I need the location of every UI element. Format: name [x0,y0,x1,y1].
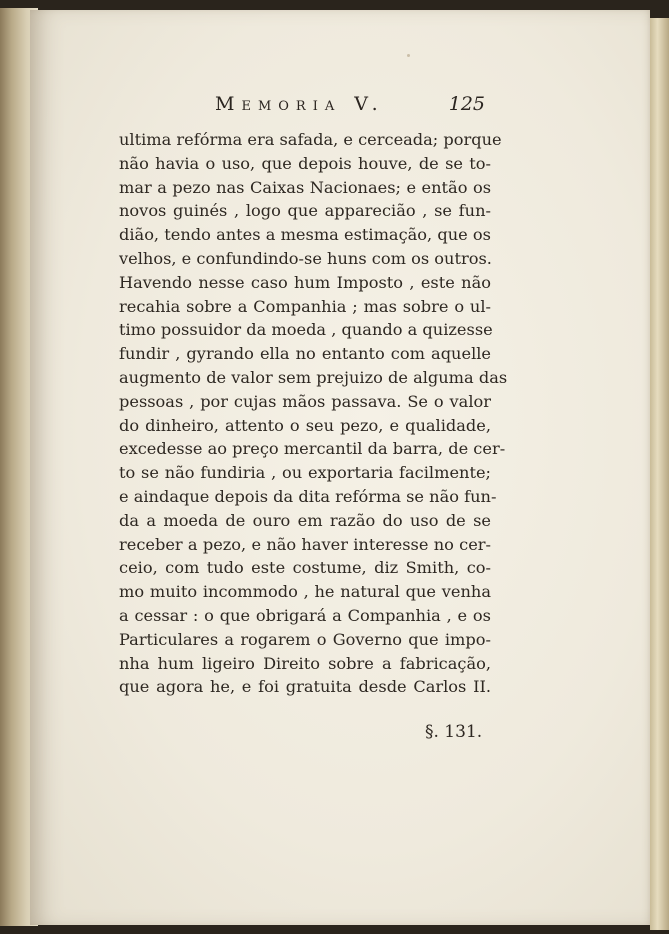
text-line: mar a pezo nas Caixas Nacionaes; e então os [119,177,491,197]
text-line: Particulares a rogarem o Governo que impo- [119,629,491,649]
text-line: pessoas , por cujas mãos passava. Se o valor [119,391,491,411]
page-number: 125 [448,93,485,115]
text-line: to se não fundiria , ou exportaria facilmente; [119,463,491,483]
text-line: nha hum ligeiro Direito sobre a fabricação, [119,653,491,673]
text-line: receber a pezo, e não haver interesse no cer- [119,534,491,554]
text-line: ultima refórma era safada, e cerceada; porque [119,130,502,149]
running-title: Memoria V. [215,93,385,115]
text-line: recahia sobre a Companhia ; mas sobre o ul- [119,296,491,316]
text-line: ceio, com tudo este costume, diz Smith, co- [119,558,491,578]
text-line: e aindaque depois da dita refórma se não fun- [119,486,497,506]
text-line: do dinheiro, attento o seu pezo, e qualidade, [119,415,491,435]
paper-speck [407,54,410,57]
text-line: mo muito incommodo , he natural que venha [119,582,491,602]
catchword: §. 131. [425,722,483,742]
text-line: velhos, e confundindo-se huns com os outros. [119,248,492,268]
page-edge-stack [650,18,669,930]
page-header [215,93,485,121]
text-line: não havia o uso, que depois houve, de se to- [119,153,491,173]
text-line: dião, tendo antes a mesma estimação, que os [119,225,491,245]
body-text [119,128,508,699]
text-line: novos guinés , logo que apparecião , se fun- [119,201,491,221]
text-line: excedesse ao preço mercantil da barra, de cer- [119,439,506,459]
text-line: augmento de valor sem prejuizo de alguma das [119,367,508,387]
text-line: fundir , gyrando ella no entanto com aquelle [119,344,491,364]
text-line: Havendo nesse caso hum Imposto , este não [119,272,491,292]
text-line: timo possuidor da moeda , quando a quizesse [119,320,493,340]
text-line: a cessar : o que obrigará a Companhia , e os [119,605,491,625]
text-line: que agora he, e foi gratuita desde Carlos II. [119,677,491,697]
text-line: da a moeda de ouro em razão do uso de se [119,510,491,530]
